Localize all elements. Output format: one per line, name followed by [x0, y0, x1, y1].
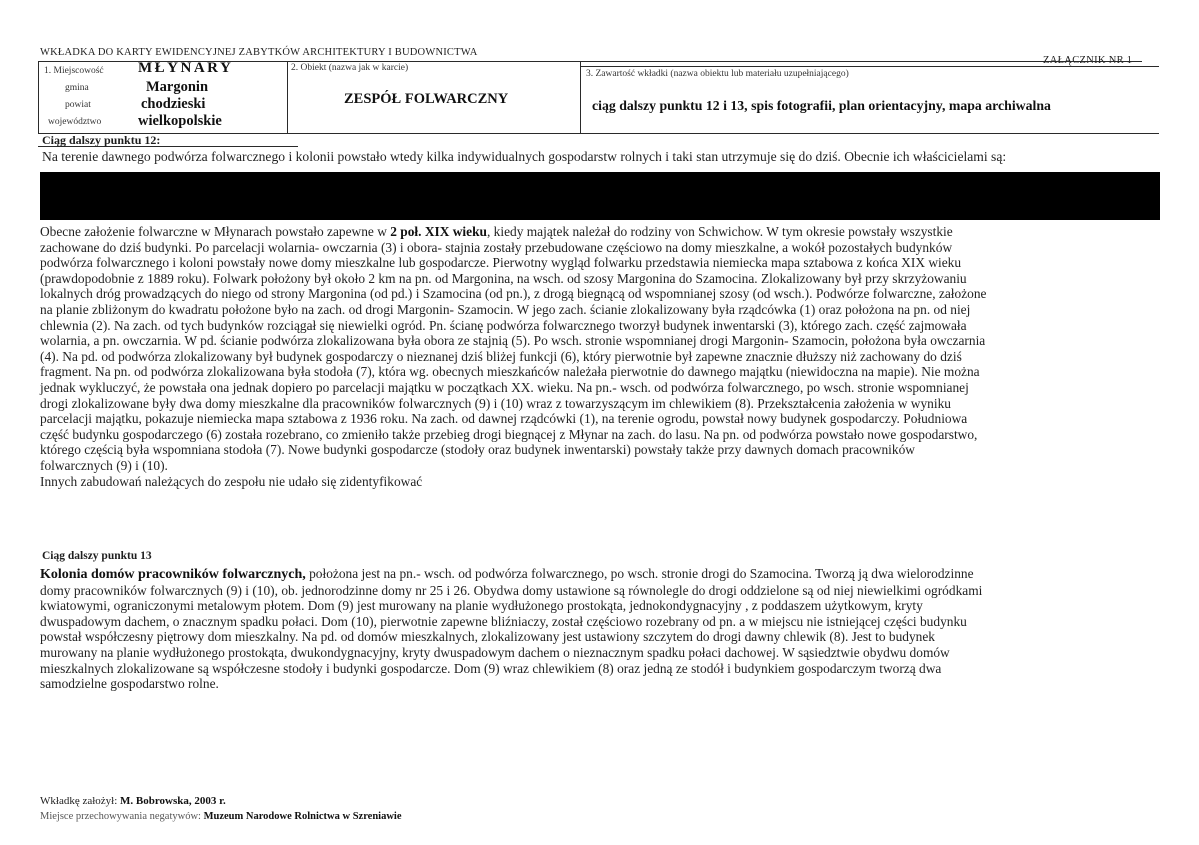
gmina-label: gmina: [65, 83, 89, 93]
text-run: położona jest na pn.- wsch. od podwórza folwarcznego, po wsch. stronie drogi do Szamocina. Tworzą ją dwa wielorodzinne: [305, 566, 974, 581]
paragraph-line: (prawdopodobnie z 1889 roku). Folwark położony był około 2 km na pn. od Margonina, na wsch. od szosy Margonina do Szamocina. Zlokalizowany był przy skrzyżowaniu: [40, 270, 967, 286]
author-value: M. Bobrowska, 2003 r.: [120, 795, 226, 807]
paragraph-line: fragment. Na pn. od podwórza zlokalizowana była stodoła (7), która wg. obecnych mieszkańców należała pierwotnie do dawnego majątku (niewidoczna na mapie). Nie można: [40, 364, 980, 380]
column-divider-2: [580, 61, 581, 134]
gmina-value: Margonin: [146, 79, 209, 95]
bold-date: 2 poł. XIX wieku: [390, 224, 487, 239]
bold-title: Kolonia domów pracowników folwarcznych,: [40, 567, 306, 582]
contents-value: ciąg dalszy punktu 12 i 13, spis fotografii, plan orientacyjny, mapa archiwalna: [592, 98, 1051, 113]
paragraph-line: lokalnych dróg prowadzących do niego od strony Margonina (od pd.) i Szamocina (od pn.), z drogą biegnącą od wspomnianej szosy (od wsch.). Podwórze folwarczne, założone: [40, 286, 987, 302]
paragraph-line: domy pracowników folwarcznych (9) i (10), ob. jednorodzinne domy nr 25 i 26. Obydwa domy ustawione są równolegle do drogi oddzielone są od niej niewielkimi ogródkami: [40, 582, 983, 598]
paragraph-line: murowany na planie wydłużonego prostokąta, dwukondygnacyjny, kryty dwuspadowym dachem o nieznacznym spadku połaci dachowej. W sąsiedztwie obydwu domów: [40, 644, 950, 660]
paragraph-line: samodzielne gospodarstwo rolne.: [40, 676, 219, 692]
section12-heading: Ciąg dalszy punktu 12:: [42, 133, 161, 147]
wojewodztwo-value: wielkopolskie: [138, 113, 222, 129]
paragraph-line: na planie zbliżonym do kwadratu położone było na zach. od drogi Margonin- Szamocin. W jego zach. ścianie zlokalizowany była rządcówka (1) oraz położona na pn. od niej: [40, 301, 971, 317]
paragraph-line: jednak wykluczyć, że powstała ona jednak dopiero po parcelacji majątku w początkach XX. wieku. Na pn.- wsch. od podwórza folwarcznego, po wsch. stronie wspomnianej: [40, 379, 969, 395]
storage-line: [40, 811, 402, 822]
author-label: Wkładkę założył:: [40, 795, 118, 807]
section12-intro: Na terenie dawnego podwórza folwarcznego i kolonii powstało wtedy kilka indywidualnych gospodarstw rolnych i taki stan utrzymuje się do dziś. Obecnie ich właścicielami są:: [42, 149, 1007, 164]
paragraph-line: parcelacji majątku, pokazuje niemiecka mapa sztabowa z 1936 roku. Na zach. od dawnej rządcówki (1), na terenie ogrodu, powstał nowy budynek gospodarczy. Południowa: [40, 411, 968, 427]
paragraph-line: którego częścią była wspomniana stodoła (7). Nowe budynki gospodarcze (stodoły oraz budynek inwentarski) powstały także przy dawnych domach pracowników: [40, 442, 915, 458]
section13-heading: Ciąg dalszy punktu 13: [42, 550, 152, 562]
redaction-bar: [40, 172, 1160, 220]
paragraph-line: kwiatowymi, ograniczonymi metalowym płotem. Dom (9) jest murowany na planie wydłużonego prostokąta, jednokondygnacyjny , z poddaszem użytkowym, kryty: [40, 598, 923, 614]
paragraph-line: drogi zlokalizowane były dwa domy mieszkalne dla pracowników folwarcznych (9) i (10) wraz z towarzyszącym im chlewikiem (8). Przekształcenia założenia w wyniku: [40, 395, 951, 411]
wojewodztwo-label: województwo: [48, 117, 102, 127]
paragraph-line: podwórza folwarcznego i koloni powstały nowe domy mieszkalne lub gospodarcze. Pierwotny wygląd folwarku przedstawia niemiecka mapa sztabowa z końca XIX wieku: [40, 255, 962, 271]
location-label: 1. Miejscowość: [44, 66, 104, 76]
storage-label: Miejsce przechowywania negatywów:: [40, 811, 201, 822]
storage-value: Muzeum Narodowe Rolnictwa w Szreniawie: [203, 811, 402, 822]
paragraph-line: mieszkalnych zlokalizowane są współczesne stodoły i budynki gospodarcze. Dom (9) wraz chlewikiem (8) oraz jedną ze stodół i budynkiem gospodarczym tworzą dwa: [40, 660, 942, 676]
object-label: 2. Obiekt (nazwa jak w karcie): [291, 63, 409, 73]
paragraph-line: folwarcznych (9) i (10).: [40, 457, 168, 473]
text-run: , kiedy majątek należał do rodziny von Schwichow. W tym okresie powstały wszystkie: [486, 224, 953, 239]
contents-top-rule: [580, 66, 1159, 67]
contents-label: 3. Zawartość wkładki (nazwa obiektu lub materiału uzupełniającego): [586, 69, 849, 79]
paragraph-line: [40, 566, 1160, 583]
powiat-label: powiat: [65, 100, 91, 110]
section13-body: [40, 566, 1160, 692]
column-divider-1: [287, 61, 288, 134]
author-line: [40, 795, 226, 807]
paragraph-line: [40, 224, 1160, 240]
paragraph-line: Innych zabudowań należących do zespołu nie udało się zidentyfikować: [40, 473, 423, 489]
header-bottom-rule: [38, 133, 1159, 134]
object-value: ZESPÓŁ FOLWARCZNY: [344, 91, 509, 107]
paragraph-line: (4). Na pd. od podwórza zlokalizowany był budynek gospodarczy o nieznanej dziś bliżej funkcji (6), który pierwotnie był zapewne znacznie dłuższy niż zachowany do dziś: [40, 348, 962, 364]
text-run: Obecne założenie folwarczne w Młynarach powstało zapewne w: [40, 224, 391, 239]
paragraph-line: chlewnia (2). Na zach. od tych budynków rozciągał się niewielki ogród. Pn. ścianę podwórza folwarcznego tworzył budynek inwentarski (3), którego zach. część zajmowała: [40, 317, 967, 333]
paragraph-line: dwuspadowym dachem, o znacznym spadku połaci. Dom (10), pierwotnie zapewne bliźniaczy, został częściowo rozebrany od pn. a w miejscu nie istniejącej części budynku: [40, 613, 967, 629]
paragraph-line: zachowane do dziś budynki. Po parcelacji wolarnia- owczarnia (3) i obora- stajnia zostały przebudowane częściowo na domy mieszkalne, a wokół pozostałych budynków: [40, 239, 953, 255]
form-title: WKŁADKA DO KARTY EWIDENCYJNEJ ZABYTKÓW ARCHITEKTURY I BUDOWNICTWA: [40, 47, 478, 58]
section12-body: [40, 224, 1160, 489]
table-left-border: [38, 61, 39, 134]
paragraph-line: część budynku gospodarczego (6) została rozebrano, co zmieniło także przebieg drogi biegnącej z Młynar na zach. do lasu. Na pn. od podwórza powstało nowe gospodarstwo,: [40, 426, 978, 442]
paragraph-line: wolarnia, a pn. owczarnia. W pd. ścianie podwórza zlokalizowana była obora ze stajnią (5). Po wsch. stronie wspomnianej drogi Margonin- Szamocin, położona była owczarnia: [40, 333, 986, 349]
powiat-value: chodzieski: [141, 96, 206, 112]
paragraph-line: powstał współczesny piętrowy dom mieszkalny. Na pd. od domów mieszkalnych, zlokalizowany jest ustawiony szczytem do drogi dawny chlewik (8). Jest to budynek: [40, 629, 935, 645]
location-value: MŁYNARY: [138, 60, 234, 76]
